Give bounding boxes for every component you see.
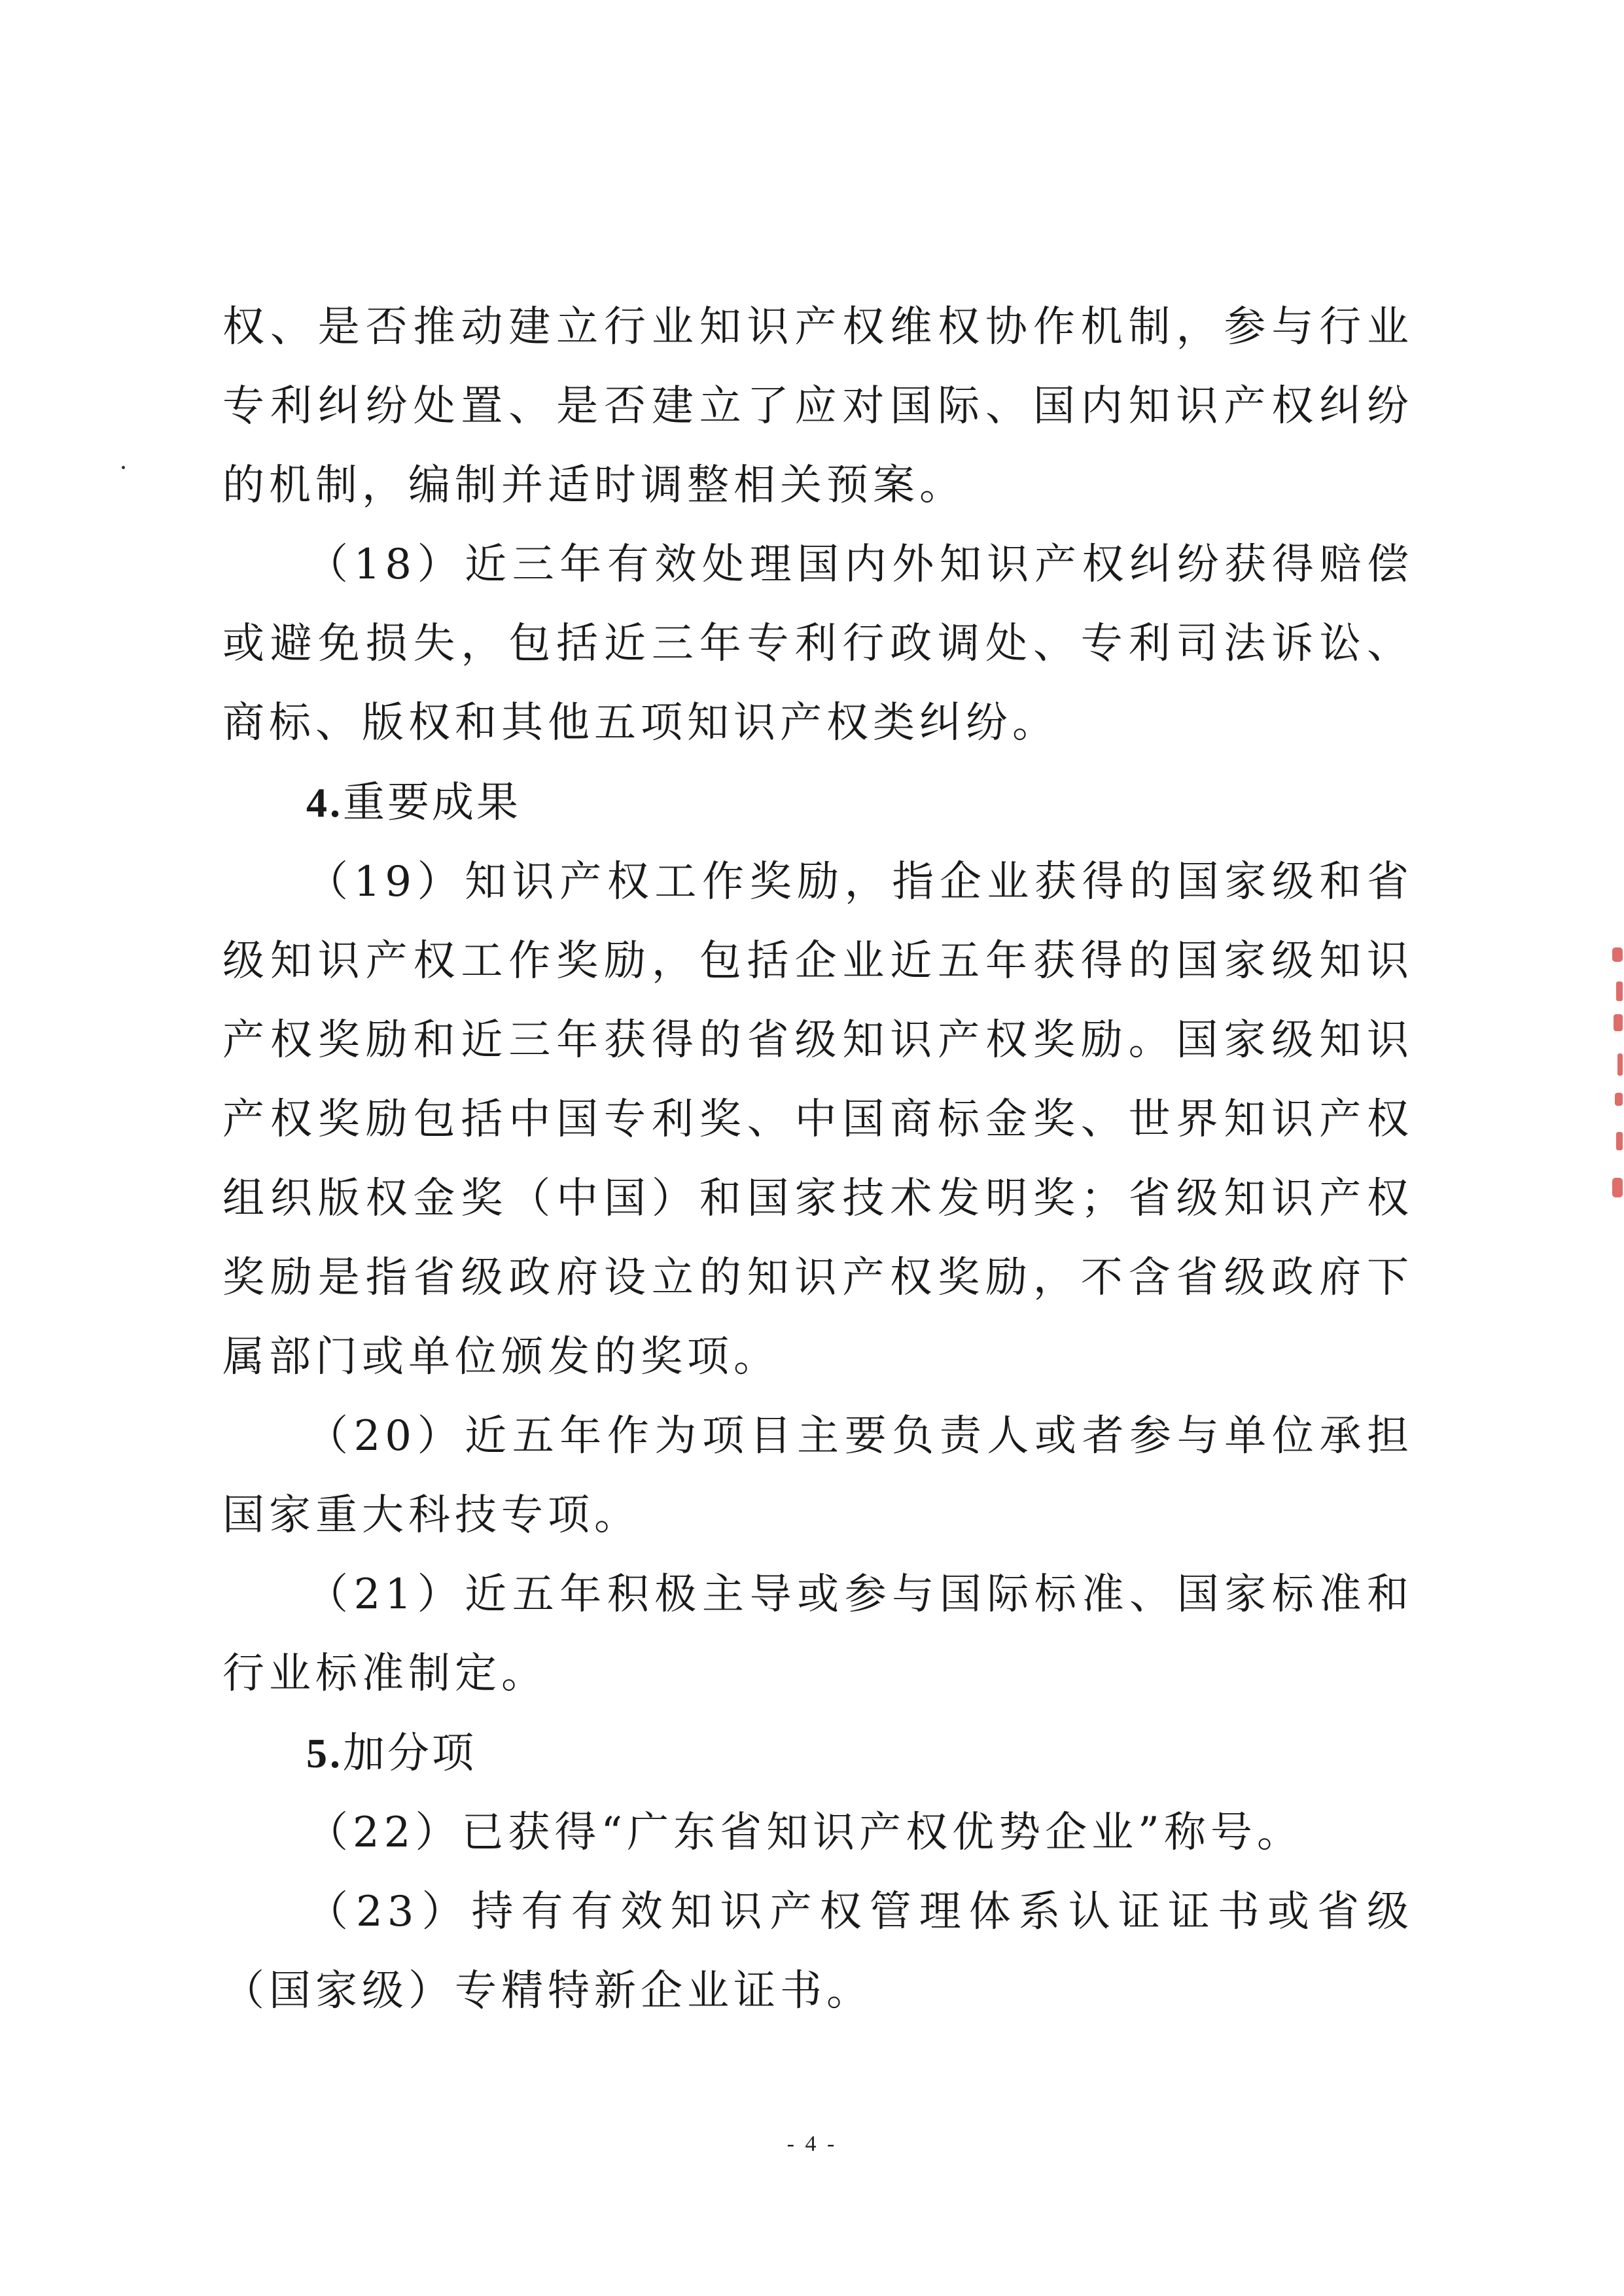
paragraph-item-20: （20）近五年作为项目主要负责人或者参与单位承担国家重大科技专项。	[222, 1412, 1413, 1540]
seal-stamp-edge	[1598, 942, 1624, 1217]
paragraph-item-22: （22）已获得“广东省知识产权优势企业”称号。	[306, 1809, 1303, 1857]
section-title: 加分项	[343, 1729, 476, 1778]
document-body	[222, 288, 1413, 2031]
section-heading-5	[222, 1714, 1413, 1793]
scan-speck	[122, 466, 125, 469]
section-heading-4	[222, 763, 1413, 843]
paragraph-continuation: 权、是否推动建立行业知识产权维权协作机制，参与行业专利纠纷处置、是否建立了应对国际、国内知识产权纠纷的机制，编制并适时调整相关预案。	[222, 303, 1413, 510]
section-number: 5.	[306, 1730, 343, 1776]
paragraph-item-23: （23）持有有效知识产权管理体系认证证书或省级（国家级）专精特新企业证书。	[222, 1888, 1413, 2015]
section-title: 重要成果	[343, 779, 521, 827]
page-number: - 4 -	[786, 2132, 838, 2156]
paragraph-item-19: （19）知识产权工作奖励，指企业获得的国家级和省级知识产权工作奖励，包括企业近五年获得的国家级知识产权奖励和近三年获得的省级知识产权奖励。国家级知识产权奖励包括中国专利奖、中国商标金奖、世界知识产权组织版权金奖（中国）和国家技术发明奖；省级知识产权奖励是指省级政府设立的知识产权奖励，不含省级政府下属部门或单位颁发的奖项。	[222, 858, 1413, 1381]
section-number: 4.	[306, 779, 343, 826]
paragraph-item-18: （18）近三年有效处理国内外知识产权纠纷获得赔偿或避免损失，包括近三年专利行政调处、专利司法诉讼、商标、版权和其他五项知识产权类纠纷。	[222, 540, 1413, 747]
paragraph-item-21: （21）近五年积极主导或参与国际标准、国家标准和行业标准制定。	[222, 1570, 1413, 1698]
